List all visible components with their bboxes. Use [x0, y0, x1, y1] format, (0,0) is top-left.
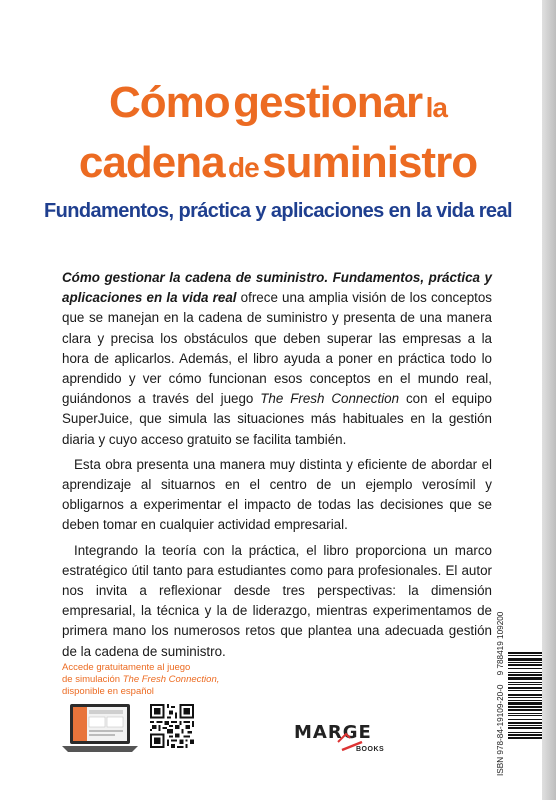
barcode — [504, 650, 544, 786]
publisher-logo — [294, 722, 394, 762]
title-word: Cómo — [109, 78, 230, 127]
title-word: gestionar — [233, 78, 423, 127]
promo-game-name: The Fresh Connection, — [122, 674, 220, 685]
publisher-sub: BOOKS — [356, 746, 385, 753]
title-word: cadena — [78, 138, 225, 187]
logo-swoosh — [294, 722, 394, 762]
blurb-text: con el equipo SuperJuice, que simula las situaciones más habituales en la gestión diaria y cuyo acceso gratuito se facilita también. — [62, 391, 492, 447]
title-word: suministro — [262, 138, 478, 187]
promo-line: disponible en español — [62, 686, 154, 697]
blurb-paragraph: Esta obra presenta una manera muy distinta y eficiente de abordar el aprendizaje al situarnos en el centro de un ejemplo verosímil y obligarnos a experimentar el impacto de todas las decisiones que se deben tomar en cualquier actividad empresarial. — [62, 456, 492, 533]
isbn: ISBN 978-84-19109-20-0 — [496, 684, 505, 776]
blurb — [62, 268, 492, 667]
blurb-paragraph — [62, 268, 492, 450]
promo-line-part: de simulación — [62, 674, 123, 685]
barcode-digits: 9 788419 109200 — [496, 611, 505, 676]
promo-text — [62, 662, 222, 698]
promo-line — [62, 674, 222, 686]
promo-line: Accede gratuitamente al juego — [62, 662, 191, 673]
blurb-paragraph: Integrando la teoría con la práctica, el libro proporciona un marco estratégico útil tanto para estudiantes como para profesionales. El autor nos invita a reflexionar desde tres perspectivas: la dimensión empresarial, la técnica y la de liderazgo, mientras experimentamos de primera mano los numerosos retos que plantea una adecuada gestión de la cadena de suministro. — [62, 542, 492, 659]
title-word: de — [228, 152, 259, 183]
subtitle: Fundamentos, práctica y aplicaciones en la vida real — [44, 200, 512, 222]
title-line-1 — [0, 78, 556, 128]
isbn-text — [496, 612, 505, 776]
qr-code-icon — [150, 704, 194, 748]
publisher-name: MARGE — [294, 722, 372, 743]
title-word: la — [425, 92, 447, 123]
title-line-2 — [0, 138, 556, 188]
game-name: The Fresh Connection — [260, 391, 400, 407]
laptop-icon — [62, 702, 138, 758]
book-title-inline: Cómo gestionar la cadena de suministro. Fundamentos, práctica y aplicaciones en la vida real — [62, 270, 492, 306]
blurb-text: ofrece una amplia visión de los conceptos que se manejan en la cadena de suministro y presenta de una manera clara y precisa los obstáculos que deben superar las empresas a la hora de aplicarlos. Además, el libro ayuda a poner en práctica todo lo aprendido y ver cómo funcionan esos conceptos en el mundo real, guiándonos a través del juego — [62, 290, 492, 407]
